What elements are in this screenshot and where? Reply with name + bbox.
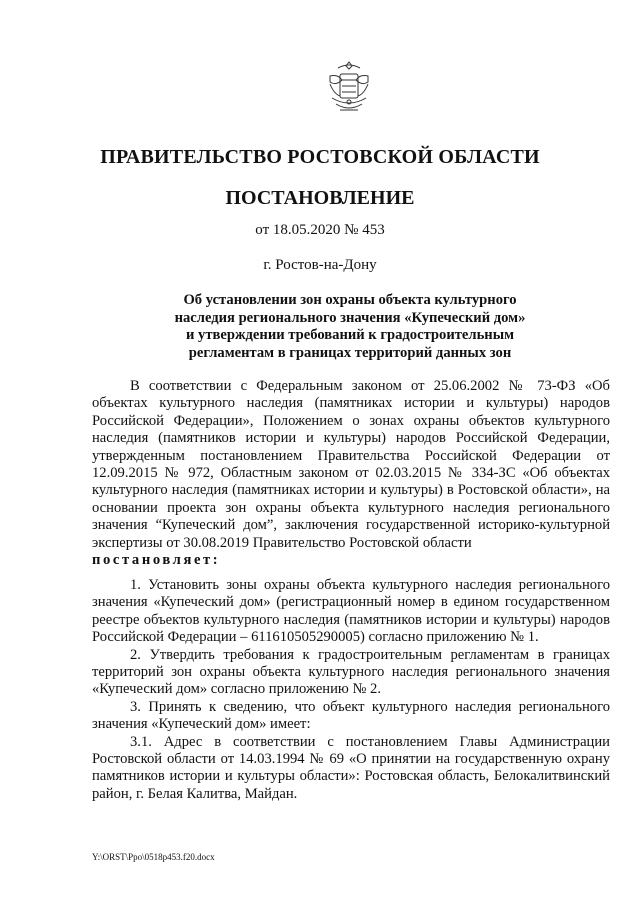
decree-item: 3.1. Адрес в соответствии с постановлением Главы Администрации Ростовской области от 14.03.1994 № 69 «О принятии на государственную охрану памятников истории и культуры области»: Ростовская область, Белокалитвинский район, г. Белая Калитва, Майдан. [92, 733, 610, 802]
decree-item: 3. Принять к сведению, что объект культурного наследия регионального значения «Купеческий дом» имеет: [92, 698, 610, 733]
file-path-footer: Y:\ORST\Ppo\0518p453.f20.docx [92, 852, 215, 862]
subject-line: и утверждении требований к градостроительным [185, 327, 515, 343]
preamble-text: В соответствии с Федеральным законом от 25.06.2002 № 73-ФЗ «Об объектах культурного наследия (памятниках истории и культуры) народов Российской Федерации», Положением о зонах охраны объектов культурного наследия (памятников истории и культуры) народов Российской Федерации, утвержденным постановлением Правительства Российской Федерации от 12.09.2015 № 972, Областным законом от 02.03.2015 № 334-ЗС «Об объектах культурного наследия (памятниках истории и культуры) в Ростовской области», на основании проекта зон охраны объекта культурного наследия регионального значения “Купеческий дом”, заключения государственной историко-культурной экспертизы от 30.08.2019 Правительство Ростовской области [92, 378, 610, 551]
government-title: ПРАВИТЕЛЬСТВО РОСТОВСКОЙ ОБЛАСТИ [100, 146, 540, 168]
resolves-word: постановляет: [92, 552, 221, 569]
preamble-block [92, 378, 610, 569]
subject-line: регламентам в границах территорий данных зон [188, 344, 512, 361]
decree-date-number: от 18.05.2020 № 453 [255, 222, 385, 238]
decree-items [92, 577, 610, 803]
resolves-line [92, 552, 610, 569]
decree-item: 2. Утвердить требования к градостроительным регламентам в границах территорий зон охраны объекта культурного наследия регионального значения «Купеческий дом» согласно приложению № 2. [92, 646, 610, 698]
subject-line: наследия регионального значения «Купеческий дом» [174, 309, 526, 326]
subject-line: Об установлении зон охраны объекта культурного [183, 292, 517, 308]
preamble-paragraph [92, 378, 610, 552]
decree-item: 1. Установить зоны охраны объекта культурного наследия регионального значения «Купеческий дом» (регистрационный номер в едином государственном реестре объектов культурного наследия (памятников истории и культуры) народов Российской Федерации – 611610505290005) согласно приложению № 1. [92, 577, 610, 646]
decree-subject [100, 292, 600, 362]
decree-title: ПОСТАНОВЛЕНИЕ [225, 187, 415, 209]
city: г. Ростов-на-Дону [263, 257, 377, 273]
coat-of-arms-icon [318, 58, 380, 120]
